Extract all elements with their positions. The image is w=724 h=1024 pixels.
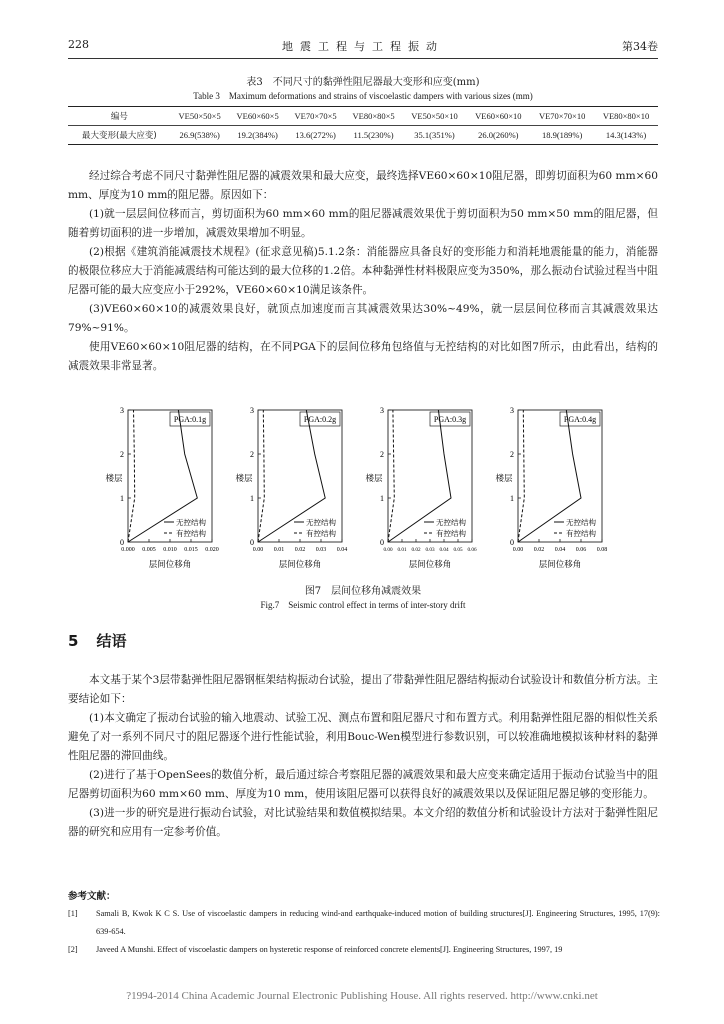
table3-col-header: VE80×80×5 <box>345 107 403 126</box>
legend-uncontrolled-label: 无控结构 <box>176 518 206 527</box>
y-tick-label: 3 <box>250 406 254 415</box>
legend-controlled-label: 有控结构 <box>176 529 206 538</box>
paragraph: (2)进行了基于OpenSees的数值分析，最后通过综合考察阻尼器的减震效果和最大应变来确定适用于振动台试验当中的阻尼器剪切面积为60 mm×60 mm、厚度为10 mm，使用该阻尼器可以获得良好的减震效果以及保证阻尼器足够的变形能力。 <box>68 769 658 800</box>
y-axis-label: 楼层 <box>365 474 383 484</box>
reference-number: [1] <box>68 909 78 918</box>
y-tick-label: 0 <box>120 538 124 547</box>
reference-number: [2] <box>68 945 78 954</box>
y-tick-label: 2 <box>120 450 124 459</box>
x-axis-label: 层间位移角 <box>278 560 322 570</box>
y-tick-label: 3 <box>510 406 514 415</box>
paragraph: 经过综合考虑不同尺寸黏弹性阻尼器的减震效果和最大应变，最终选择VE60×60×10阻尼器，即剪切面积为60 mm×60 mm、厚度为10 mm的阻尼器。原因如下： <box>68 170 658 201</box>
table3-col-header: VE70×70×5 <box>287 107 345 126</box>
y-tick-label: 1 <box>380 494 384 503</box>
table3-caption-en: Table 3 Maximum deformations and strains of viscoelastic dampers with various sizes (mm) <box>193 91 533 101</box>
y-tick-label: 1 <box>510 494 514 503</box>
x-tick-label: 0.06 <box>467 547 477 553</box>
x-tick-label: 0.000 <box>121 547 135 553</box>
table3-caption-cn: 表3 不同尺寸的黏弹性阻尼器最大变形和应变(mm) <box>246 77 480 88</box>
x-tick-label: 0.010 <box>163 547 177 553</box>
table3-cell: 26.9(538%) <box>171 126 229 145</box>
y-axis-label: 楼层 <box>235 474 253 484</box>
x-tick-label: 0.00 <box>383 547 393 553</box>
conclusion-text <box>68 671 658 842</box>
y-tick-label: 0 <box>510 538 514 547</box>
references-heading: 参考文献： <box>68 891 116 902</box>
x-tick-label: 0.08 <box>596 547 608 553</box>
y-tick-label: 0 <box>380 538 384 547</box>
reference-item <box>68 905 660 941</box>
running-header <box>68 38 658 58</box>
reference-text: Javeed A Munshi. Effect of viscoelastic dampers on hysteretic response of reinforced concrete elements[J]. Engineering Structures, 1997, 19 <box>96 945 563 954</box>
x-tick-label: 0.03 <box>315 547 327 553</box>
paragraph: (1)本文确定了振动台试验的输入地震动、试验工况、测点布置和阻尼器尺寸和布置方式。利用黏弹性阻尼器的相似性关系避免了对一系列不同尺寸的阻尼器逐个进行性能试验，利用Bouc-Wen模型进行参数识别，可以较准确地模拟该种材料的黏弹性阻尼器的滞回曲线。 <box>68 712 658 762</box>
table3-header-row <box>68 107 658 126</box>
table3-col-header: VE60×60×5 <box>229 107 287 126</box>
table3-col-header: VE80×80×10 <box>594 107 658 126</box>
table3-col-header: VE50×50×5 <box>171 107 229 126</box>
journal-title: 地震工程与工程振动 <box>282 40 444 53</box>
figure7-charts <box>105 404 648 576</box>
x-tick-label: 0.04 <box>336 547 348 553</box>
table3-cell: 14.3(143%) <box>594 126 658 145</box>
reference-text: Samali B, Kwok K C S. Use of viscoelastic dampers in reducing wind-and earthquake-induced motion of building structures[J]. Engineering Structures, 1995, 17(9): 639-654. <box>96 909 660 936</box>
legend-uncontrolled-label: 无控结构 <box>566 518 596 527</box>
table3-col-header: VE50×50×10 <box>403 107 467 126</box>
header-rule <box>68 58 658 59</box>
paragraph: (3)VE60×60×10的减震效果良好，就顶点加速度而言其减震效果达30%~49%，就一层层间位移而言其减震效果达79%~91%。 <box>68 303 658 334</box>
controlled-line <box>128 410 135 542</box>
table3-row <box>68 126 658 145</box>
y-tick-label: 2 <box>380 450 384 459</box>
figure7-caption-cn: 图7 层间位移角减震效果 <box>304 586 422 597</box>
table3-cell: 26.0(260%) <box>466 126 530 145</box>
table3-col-header: VE60×60×10 <box>466 107 530 126</box>
controlled-line <box>388 410 394 542</box>
section-title: 结语 <box>96 632 127 650</box>
y-tick-label: 1 <box>250 494 254 503</box>
y-tick-label: 2 <box>510 450 514 459</box>
reference-item <box>68 941 660 959</box>
x-tick-label: 0.04 <box>439 547 449 553</box>
figure7-caption-en: Fig.7 Seismic control effect in terms of inter-story drift <box>260 600 466 610</box>
y-tick-label: 3 <box>380 406 384 415</box>
panel-title: PGA:0.3g <box>433 415 467 424</box>
panel-title: PGA:0.4g <box>563 415 597 424</box>
paragraph: (1)就一层层间位移而言，剪切面积为60 mm×60 mm的阻尼器减震效果优于剪切面积为50 mm×50 mm的阻尼器，但随着剪切面积的进一步增加，减震效果增加不明显。 <box>68 208 658 239</box>
body-text <box>68 167 658 376</box>
x-axis-label: 层间位移角 <box>538 560 582 570</box>
table3-cell: 19.2(384%) <box>229 126 287 145</box>
x-axis-label: 层间位移角 <box>408 560 452 570</box>
y-tick-label: 2 <box>250 450 254 459</box>
x-tick-label: 0.005 <box>142 547 156 553</box>
x-tick-label: 0.02 <box>294 547 306 553</box>
volume-label: 第34卷 <box>622 40 658 53</box>
panel-title: PGA:0.2g <box>303 415 337 424</box>
y-axis-label: 楼层 <box>105 474 123 484</box>
copyright-footer: ?1994-2014 China Academic Journal Electronic Publishing House. All rights reserved. http://www.cnki.net <box>126 990 598 1002</box>
table3 <box>68 106 658 145</box>
y-axis-label: 楼层 <box>495 474 513 484</box>
table3-cell: 11.5(230%) <box>345 126 403 145</box>
section-number: 5 <box>68 632 79 650</box>
legend-controlled-label: 有控结构 <box>306 529 336 538</box>
table3-col-header: 编号 <box>68 107 171 126</box>
controlled-line <box>258 410 264 542</box>
table3-cell: 35.1(351%) <box>403 126 467 145</box>
x-tick-label: 0.04 <box>554 547 566 553</box>
x-tick-label: 0.01 <box>397 547 407 553</box>
legend-controlled-label: 有控结构 <box>566 529 596 538</box>
y-tick-label: 1 <box>120 494 124 503</box>
x-tick-label: 0.015 <box>184 547 198 553</box>
legend-controlled-label: 有控结构 <box>436 529 466 538</box>
x-tick-label: 0.020 <box>205 547 219 553</box>
legend-uncontrolled-label: 无控结构 <box>306 518 336 527</box>
x-tick-label: 0.01 <box>273 547 285 553</box>
table3-cell: 13.6(272%) <box>287 126 345 145</box>
x-tick-label: 0.05 <box>453 547 463 553</box>
table3-cell: 18.9(189%) <box>530 126 594 145</box>
x-tick-label: 0.02 <box>533 547 545 553</box>
x-axis-label: 层间位移角 <box>148 560 192 570</box>
paragraph: (3)进一步的研究是进行振动台试验，对比试验结果和数值模拟结果。本文介绍的数值分析和试验设计方法对于黏弹性阻尼器的研究和应用有一定参考价值。 <box>68 807 658 838</box>
paragraph: (2)根据《建筑消能减震技术规程》(征求意见稿)5.1.2条：消能器应具备良好的变形能力和消耗地震能量的能力，消能器的极限位移应大于消能减震结构可能达到的最大位移的1.2倍。本种黏弹性材料极限应变为350%，那么振动台试验过程当中阻尼器可能的最大应变应小于292%，VE60×60×10满足该条件。 <box>68 246 658 296</box>
legend-uncontrolled-label: 无控结构 <box>436 518 466 527</box>
x-tick-label: 0.00 <box>512 547 524 553</box>
table3-row-label: 最大变形(最大应变) <box>68 126 171 145</box>
y-tick-label: 3 <box>120 406 124 415</box>
page-number: 228 <box>68 38 89 51</box>
section-heading <box>68 630 144 651</box>
y-tick-label: 0 <box>250 538 254 547</box>
paragraph: 本文基于某个3层带黏弹性阻尼器钢框架结构振动台试验，提出了带黏弹性阻尼器结构振动台试验设计和数值分析方法。主要结论如下： <box>68 674 658 705</box>
x-tick-label: 0.06 <box>575 547 587 553</box>
x-tick-label: 0.00 <box>252 547 264 553</box>
panel-title: PGA:0.1g <box>173 415 207 424</box>
paragraph: 使用VE60×60×10阻尼器的结构，在不同PGA下的层间位移角包络值与无控结构的对比如图7所示，由此看出，结构的减震效果非常显著。 <box>68 341 658 372</box>
controlled-line <box>518 410 524 542</box>
table3-col-header: VE70×70×10 <box>530 107 594 126</box>
x-tick-label: 0.02 <box>411 547 421 553</box>
x-tick-label: 0.03 <box>425 547 435 553</box>
